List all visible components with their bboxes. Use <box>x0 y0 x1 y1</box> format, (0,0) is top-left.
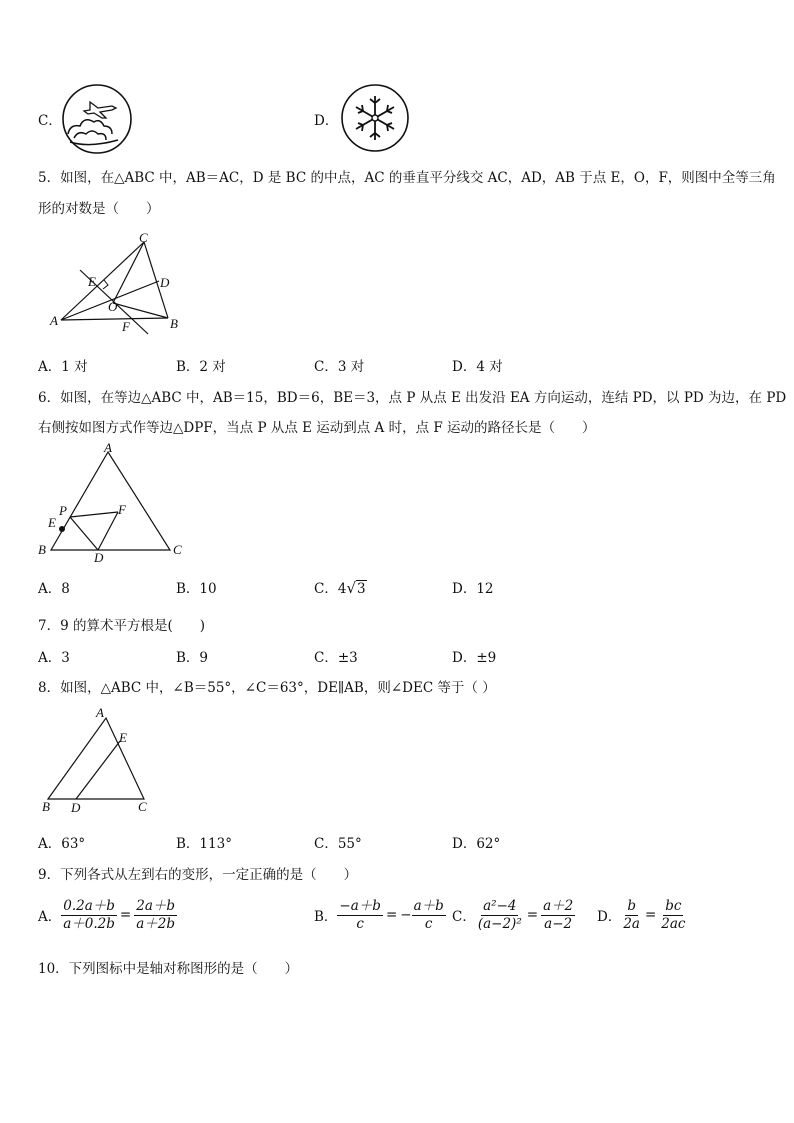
q6-option-c-coef: 4 <box>337 581 347 597</box>
q5-label-e: E <box>88 274 96 289</box>
q5-option-c: C．3 对 <box>314 359 365 375</box>
q6-stem-line2: 右侧按如图方式作等边△DPF，当点 P 从点 E 运动到点 A 时，点 F 运动的路径长是（ ） <box>38 420 596 436</box>
q5-figure <box>46 230 196 340</box>
q9-b-right-num: a＋b <box>413 898 444 914</box>
q6-segment-pd <box>70 517 98 550</box>
q8-label-d: D <box>71 800 81 815</box>
q6-triangle-abc <box>51 452 170 550</box>
q9-d-left-fraction <box>621 898 642 933</box>
q10-stem: 10．下列图标中是轴对称图形的是（ ） <box>38 961 299 977</box>
q8-option-b: B．113° <box>176 836 232 852</box>
q9-option-b-label: B． <box>314 909 338 926</box>
sqrt-icon: √ <box>346 579 356 597</box>
q9-a-left-num: 0.2a＋b <box>63 898 115 914</box>
q9-c-equals: = <box>526 907 539 924</box>
q6-label-p: P <box>59 503 67 518</box>
q8-option-a: A．63° <box>38 836 86 852</box>
q8-label-c: C <box>138 799 147 814</box>
q4-option-c-icon <box>60 82 134 156</box>
q9-b-left-den: c <box>356 915 364 932</box>
q8-label-e: E <box>119 730 127 745</box>
q4-option-d-label: D． <box>314 113 339 129</box>
q6-figure <box>34 440 194 568</box>
q8-figure <box>36 704 166 816</box>
q9-b-right-den: c <box>424 915 433 932</box>
q5-label-a: A <box>50 313 58 328</box>
q9-option-a-label: A． <box>38 909 62 926</box>
q9-c-right-fraction <box>541 898 575 933</box>
q7-option-d: D．±9 <box>452 650 497 666</box>
q6-option-c-radicand: 3 <box>357 581 366 597</box>
q9-stem: 9．下列各式从左到右的变形，一定正确的是（ ） <box>38 867 358 883</box>
q9-b-equals: = <box>385 907 398 924</box>
q9-a-left-den: a＋0.2b <box>63 915 115 932</box>
q9-c-left-num: a²−4 <box>483 898 517 914</box>
q6-label-a: A <box>104 440 112 455</box>
q9-a-left-fraction <box>61 898 117 933</box>
q5-label-b: B <box>170 316 178 331</box>
q6-stem-line1: 6．如图，在等边△ABC 中，AB＝15，BD＝6，BE＝3，点 P 从点 E 出发沿 EA 方向运动，连结 PD，以 PD 为边，在 PD <box>38 390 787 406</box>
q5-label-d: D <box>160 275 170 290</box>
q8-stem: 8．如图，△ABC 中，∠B＝55°，∠C＝63°，DE∥AB，则∠DEC 等于（ ） <box>38 680 496 696</box>
q7-stem: 7．9 的算术平方根是( ) <box>38 618 206 634</box>
q6-option-b: B．10 <box>176 581 217 597</box>
q7-option-c: C．±3 <box>314 650 358 666</box>
q9-a-right-fraction <box>134 898 177 933</box>
q9-option-d <box>597 898 687 933</box>
q9-b-minus: − <box>400 907 412 924</box>
q9-d-right-fraction <box>659 898 687 933</box>
q9-b-left-num: −a＋b <box>339 898 381 914</box>
q6-option-c <box>314 577 367 597</box>
q9-c-left-fraction <box>476 898 524 933</box>
q6-label-c: C <box>173 542 182 557</box>
q5-label-c: C <box>139 230 148 245</box>
q5-label-f: F <box>122 319 130 334</box>
q8-option-c: C．55° <box>314 836 362 852</box>
q5-stem-line2: 形的对数是（ ） <box>38 201 160 217</box>
q6-label-b: B <box>38 542 46 557</box>
q9-option-b <box>314 898 446 933</box>
q6-option-a: A．8 <box>38 581 70 597</box>
q9-a-right-num: 2a＋b <box>136 898 176 914</box>
q5-option-d: D．4 对 <box>452 359 503 375</box>
q6-segment-pf <box>70 512 118 517</box>
q8-label-b: B <box>42 799 50 814</box>
q9-c-right-num: a＋2 <box>543 898 574 914</box>
q9-option-d-label: D． <box>597 909 622 926</box>
q8-label-a: A <box>96 705 104 720</box>
q6-option-d: D．12 <box>452 581 494 597</box>
q9-option-a <box>38 898 177 933</box>
q8-option-d: D．62° <box>452 836 501 852</box>
q9-b-left-fraction <box>337 898 383 933</box>
q9-d-left-num: b <box>627 898 636 914</box>
q9-d-equals: = <box>644 907 657 924</box>
q9-option-c <box>452 898 575 933</box>
q7-option-a: A．3 <box>38 650 70 666</box>
q5-label-o: O <box>108 299 118 314</box>
q5-option-a: A．1 对 <box>38 359 88 375</box>
q6-label-d: D <box>94 550 104 565</box>
q9-d-right-num: bc <box>665 898 682 914</box>
q6-segment-fd <box>98 512 118 550</box>
q5-side-ab <box>61 318 168 320</box>
q9-c-right-den: a−2 <box>544 915 573 932</box>
q7-option-b: B．9 <box>176 650 209 666</box>
q6-option-c-label: C． <box>314 581 338 597</box>
q6-label-e: E <box>48 515 56 530</box>
q4-option-c-label: C． <box>38 113 62 129</box>
q9-a-equals: = <box>119 907 132 924</box>
q9-option-c-label: C． <box>452 909 476 926</box>
q5-segment-co <box>113 242 144 303</box>
q6-point-e <box>59 526 65 532</box>
q9-d-right-den: 2ac <box>661 915 686 932</box>
q5-stem-line1: 5．如图，在△ABC 中，AB＝AC，D 是 BC 的中点，AC 的垂直平分线交 AC，AD，AB 于点 E，O，F，则图中全等三角 <box>38 170 776 186</box>
q5-option-b: B．2 对 <box>176 359 226 375</box>
q9-c-left-den: (a−2)² <box>477 915 522 932</box>
q9-b-right-fraction <box>412 898 446 933</box>
q9-d-left-den: 2a <box>623 915 640 932</box>
q5-segment-ob <box>113 303 168 318</box>
q4-option-d-icon <box>339 82 411 154</box>
q8-triangle-abc <box>48 718 144 799</box>
q6-label-f: F <box>118 502 126 517</box>
q9-a-right-den: a＋2b <box>136 915 176 932</box>
